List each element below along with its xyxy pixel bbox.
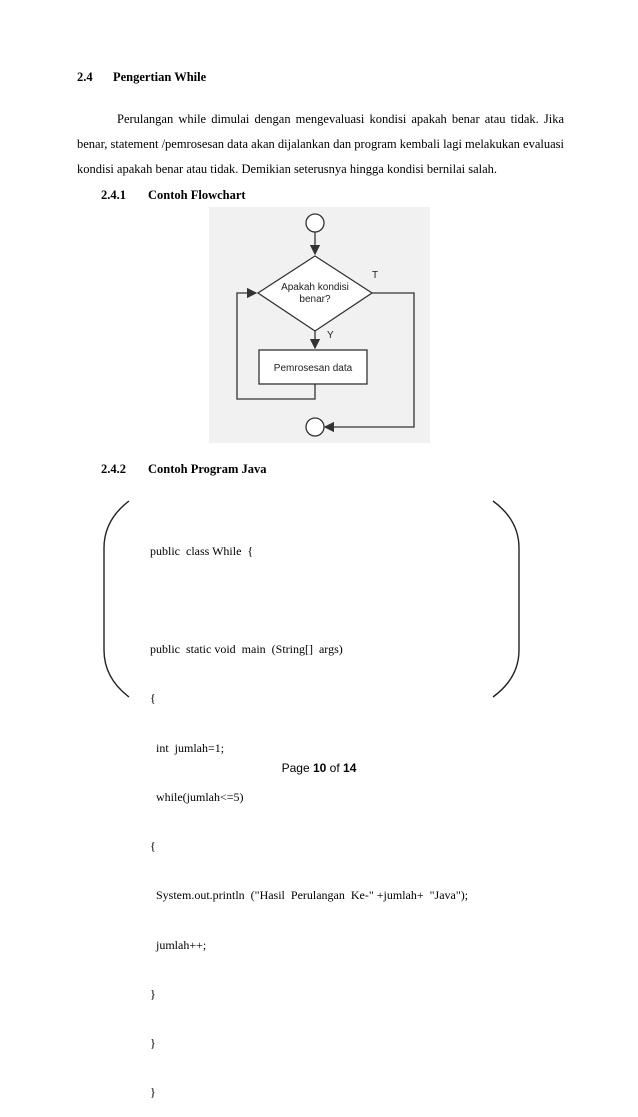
- subsection-title-flowchart: Contoh Flowchart: [148, 188, 246, 202]
- decision-label-line2: benar?: [299, 294, 331, 305]
- code-line: }: [150, 1085, 156, 1100]
- footer-total-pages: 14: [343, 761, 357, 775]
- code-line: public static void main (String[] args): [150, 642, 343, 657]
- footer-middle: of: [326, 761, 344, 775]
- section-title: Pengertian While: [113, 70, 207, 84]
- subsection-number-java: 2.4.2: [101, 462, 126, 476]
- flowchart-diagram: [209, 207, 430, 443]
- code-line: int jumlah=1;: [150, 740, 225, 755]
- code-line: [150, 592, 468, 608]
- process-label: Pemrosesan data: [273, 363, 353, 374]
- paragraph-line-1: Perulangan while dimulai dengan mengevaluasi kondisi apakah benar atau tidak. Jika: [117, 112, 564, 126]
- code-line: {: [150, 691, 156, 706]
- decision-label-line1: Apakah kondisi: [281, 282, 349, 293]
- end-terminator: [306, 418, 324, 436]
- subsection-number-flowchart: 2.4.1: [101, 188, 126, 202]
- flowchart-figure: [209, 207, 430, 443]
- code-line: jumlah++;: [150, 937, 207, 952]
- subsection-title-java: Contoh Program Java: [148, 462, 267, 476]
- start-terminator: [306, 214, 324, 232]
- section-paragraph: [77, 107, 564, 182]
- section-number: 2.4: [77, 70, 93, 84]
- footer-current-page: 10: [312, 761, 327, 775]
- code-line: {: [150, 839, 156, 854]
- code-line: }: [150, 986, 156, 1001]
- code-line: System.out.println ("Hasil Perulangan Ke-" +jumlah+ "Java");: [150, 888, 469, 903]
- code-frame-right-bracket: [493, 501, 519, 697]
- true-label: T: [372, 270, 379, 281]
- code-line: }: [150, 1036, 156, 1050]
- code-line: public class While {: [150, 543, 254, 558]
- page-footer: [0, 761, 638, 775]
- code-line: while(jumlah<=5): [150, 789, 244, 804]
- footer-prefix: Page: [281, 761, 313, 775]
- yes-label: Y: [327, 330, 334, 341]
- java-code-block: [150, 510, 468, 1117]
- code-frame-left-bracket: [104, 501, 129, 697]
- paragraph-line-3: kondisi apakah benar atau tidak. Demikian seterusnya hingga kondisi bernilai salah.: [77, 162, 498, 176]
- paragraph-line-2: benar, statement /pemrosesan data akan dijalankan dan program kembali lagi melakukan evaluasi: [77, 137, 564, 151]
